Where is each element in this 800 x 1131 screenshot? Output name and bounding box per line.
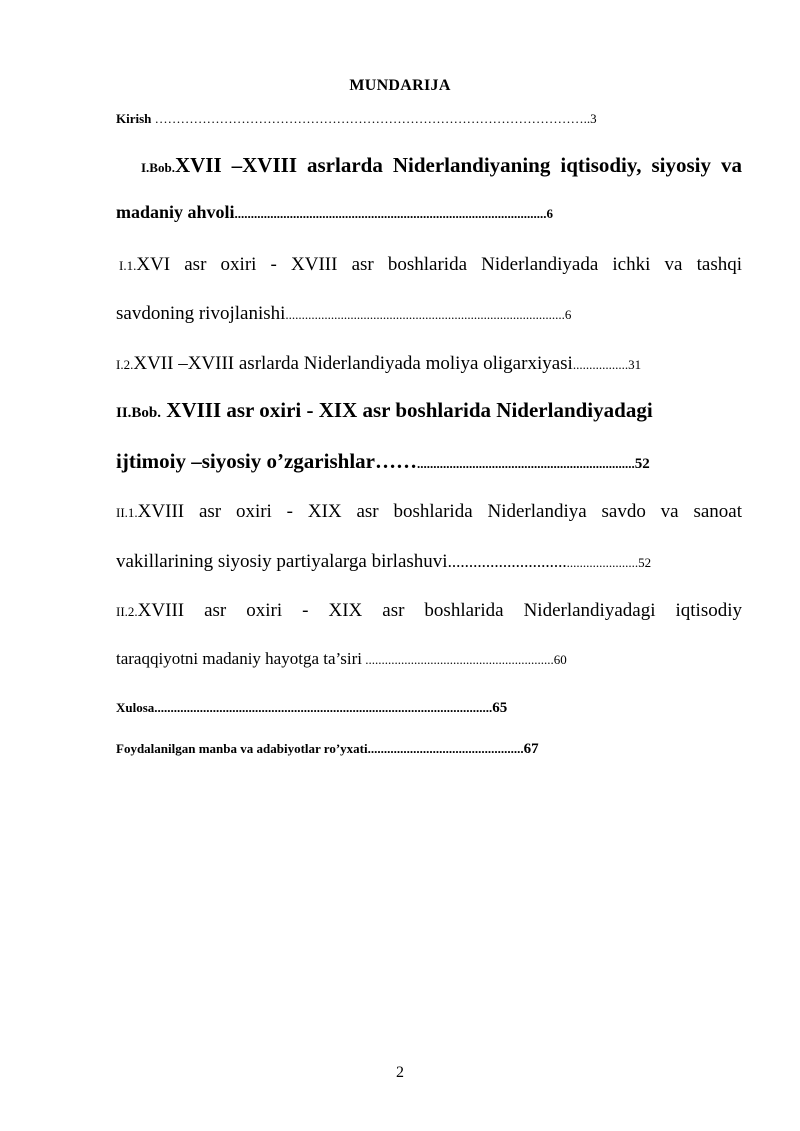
toc-leader-dots: ............................ <box>447 552 567 571</box>
toc-entry-chapter-1-cont[interactable] <box>116 203 742 222</box>
section-prefix: II.2. <box>116 604 138 619</box>
section-title-line2: taraqqiyotni madaniy hayotga ta’siri <box>116 649 362 668</box>
page-number: 2 <box>396 1064 404 1081</box>
section-title-line2: savdoning rivojlanishi <box>116 303 286 324</box>
toc-entry-section-1-1-cont[interactable] <box>116 304 742 323</box>
toc-page-number: 65 <box>492 700 508 716</box>
section-prefix: II.1. <box>116 505 138 520</box>
toc-entry-section-1-1[interactable] <box>119 255 742 274</box>
page-title: MUNDARIJA <box>349 77 451 94</box>
toc-entry-label: Xulosa <box>116 700 155 715</box>
toc-entry-chapter-1[interactable] <box>141 155 742 176</box>
toc-page-number: 3 <box>590 111 597 126</box>
toc-entry-label: Foydalanilgan manba va adabiyotlar ro’yxati <box>116 741 368 756</box>
toc-leader-dots: ……………………………………………………………………………………….. <box>154 111 591 126</box>
toc-page-number: 52 <box>638 555 652 570</box>
toc-entry-section-2-1-cont[interactable] <box>116 552 742 571</box>
toc-leader-dots-small: ...................... <box>566 555 639 570</box>
toc-entry-kirish[interactable] <box>116 112 742 125</box>
toc-entry-chapter-2-cont[interactable] <box>116 451 742 472</box>
section-title: XVII –XVIII asrlarda Niderlandiyada moliya oligarxiyasi <box>133 353 573 374</box>
chapter-title-line2: madaniy ahvoli <box>116 202 235 222</box>
chapter-title-line2: ijtimoiy –siyosiy o’zgarishlar <box>116 449 375 473</box>
toc-leader-dots: ................................................ <box>367 741 524 756</box>
toc-leader-dots: ...................................................................................... <box>285 307 565 322</box>
toc-page-number: 31 <box>628 357 642 372</box>
toc-page-number: 6 <box>564 307 572 322</box>
section-title-line1: XVI asr oxiri - XVIII asr boshlarida Niderlandiyada ichki va tashqi <box>136 254 742 275</box>
toc-entry-section-1-2[interactable] <box>116 354 742 373</box>
toc-leader-dots: ................................................................................................ <box>234 206 547 221</box>
toc-entry-xulosa[interactable] <box>116 700 742 716</box>
toc-page-number: 52 <box>634 456 650 472</box>
chapter-prefix: II.Bob. <box>116 405 162 421</box>
section-title-line1: XVIII asr oxiri - XIX asr boshlarida Niderlandiyadagi iqtisodiy <box>137 600 742 621</box>
toc-page-number: 67 <box>523 741 539 757</box>
chapter-prefix: I.Bob. <box>141 160 175 175</box>
chapter-title-line1: XVIII asr oxiri - XIX asr boshlarida Niderlandiyadagi <box>161 398 653 422</box>
toc-entry-section-2-2[interactable] <box>116 601 742 620</box>
section-title-line2: vakillarining siyosiy partiyalarga birlashuvi <box>116 551 448 572</box>
toc-leader-dots: ................. <box>572 357 629 372</box>
toc-entry-section-2-2-cont[interactable] <box>116 650 742 668</box>
section-title-line1: XVIII asr oxiri - XIX asr boshlarida Niderlandiya savdo va sanoat <box>137 501 742 522</box>
toc-leader-ellipsis: …… <box>374 449 417 473</box>
toc-entry-chapter-2[interactable] <box>116 400 742 421</box>
toc-page-number: 6 <box>546 206 554 221</box>
toc-page-number: 60 <box>553 652 567 667</box>
toc-leader-dots: ........................................................................................................ <box>154 700 493 715</box>
toc-leader-dots: ................................................................... <box>416 456 635 471</box>
toc-entry-label: Kirish <box>116 111 152 126</box>
section-prefix: I.1. <box>119 258 137 273</box>
section-prefix: I.2. <box>116 357 134 372</box>
toc-entry-foydalanilgan[interactable] <box>116 741 742 757</box>
toc-entry-section-2-1[interactable] <box>116 502 742 521</box>
toc-leader-dots: .......................................................... <box>361 652 554 667</box>
chapter-title-line1: XVII –XVIII asrlarda Niderlandiyaning iqtisodiy, siyosiy va <box>174 153 742 177</box>
